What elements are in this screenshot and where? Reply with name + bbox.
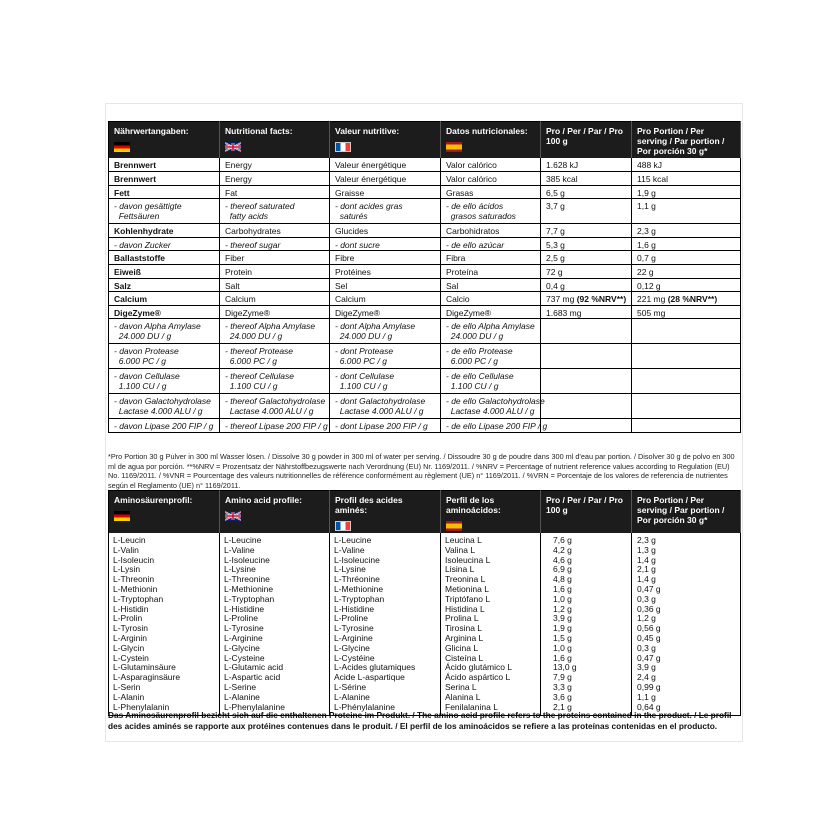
nutrition-row: [109, 319, 741, 344]
nutrition-cell: 115 kcal: [632, 172, 741, 186]
amino-cell: 6,9 g: [541, 565, 632, 575]
amino-acid-table: [108, 490, 741, 716]
nutrition-row: [109, 158, 741, 172]
nutrition-row: [109, 305, 741, 319]
nutrition-cell: [541, 319, 632, 344]
amino-cell: L-Tyrosine: [330, 624, 441, 634]
nutrition-cell: - thereof Cellulase 1.100 CU / g: [220, 369, 330, 394]
amino-cell: 13,0 g: [541, 663, 632, 673]
amino-cell: 1,6 g: [541, 654, 632, 664]
amino-cell: L-Aspartic acid: [220, 673, 330, 683]
amino-cell: L-Glycine: [220, 644, 330, 654]
amino-cell: 1,9 g: [541, 624, 632, 634]
nutrition-header-label: Nutritional facts:: [225, 126, 293, 136]
nutrition-row: [109, 251, 741, 265]
nutrition-cell: - davon Lipase 200 FIP / g: [109, 419, 220, 433]
nutrition-cell: 2,5 g: [541, 251, 632, 265]
nutrition-cell: Glucides: [330, 224, 441, 238]
nutrition-cell: Carbohidratos: [441, 224, 541, 238]
nutrition-cell: - davon Cellulase 1.100 CU / g: [109, 369, 220, 394]
nutrition-cell: Sel: [330, 278, 441, 292]
nutrition-header-label: Nährwertangaben:: [114, 126, 189, 136]
nutrition-cell: - thereof saturated fatty acids: [220, 199, 330, 224]
amino-profile-note: Das Aminosäurenprofil bezieht sich auf die enthaltenen Proteine im Produkt. / The amino acid profile refers to the proteins contained in the product. / Le profil des acides aminés se rapporte aux protéines contenues dans le produit. / El perfil de los aminoácidos se refiere a las proteínas contenidas en el producto.: [108, 710, 732, 731]
nutrition-cell: Proteína: [441, 265, 541, 279]
nutrition-cell: Ballaststoffe: [109, 251, 220, 265]
amino-cell: 2,1 g: [541, 703, 632, 716]
amino-cell: L-Asparaginsäure: [109, 673, 220, 683]
nutrition-row: [109, 224, 741, 238]
nutrition-cell: - thereof sugar: [220, 237, 330, 251]
nutrition-row: [109, 278, 741, 292]
nutrition-row: [109, 369, 741, 394]
amino-cell: L-Serine: [220, 683, 330, 693]
amino-cell: 1,5 g: [541, 634, 632, 644]
nutrition-table: [108, 121, 741, 433]
amino-cell: L-Glycin: [109, 644, 220, 654]
amino-cell: Ácido aspártico L: [441, 673, 541, 683]
nutrition-cell: [541, 344, 632, 369]
amino-cell: L-Proline: [220, 614, 330, 624]
nutrition-cell: 1,1 g: [632, 199, 741, 224]
nutrition-header-label: Valeur nutritive:: [335, 126, 400, 136]
nutrition-header-cell: [541, 122, 632, 159]
amino-cell: 3,6 g: [541, 693, 632, 703]
amino-cell: L-Cysteine: [220, 654, 330, 664]
nutrition-cell: Carbohydrates: [220, 224, 330, 238]
nutrition-row: [109, 344, 741, 369]
amino-cell: L-Valin: [109, 546, 220, 556]
amino-cell: 3,9 g: [541, 614, 632, 624]
amino-cell: L-Tryptophan: [109, 595, 220, 605]
nutrition-cell: - thereof Protease 6.000 PC / g: [220, 344, 330, 369]
amino-cell: L-Leucine: [330, 533, 441, 546]
nutrition-cell: - dont Alpha Amylase 24.000 DU / g: [330, 319, 441, 344]
nutrition-cell: Valor calórico: [441, 158, 541, 172]
footnote: *Pro Portion 30 g Pulver in 300 ml Wasser lösen. / Dissolve 30 g powder in 300 ml of water per serving. / Dissoudre 30 g de poudre dans 300 ml d'eau par portion. / Disolver 30 g de polvo en 300 ml de agua por porción. **%NRV = Prozentsatz der Nährstoffbezugswerte nach Verordnung (EU) Nr. 1169/2011. / %NRV = Percentage of nutrient reference values according to Regulation (EU) No. 1169/2011. / %VNR = Pourcentage des valeurs nutritionnelles de référence conformément au règlement (UE) n° 1169/2011. / %VRN = Porcentaje de los valores de referencia de nutrientes según el Reglamento (UE) n° 1169/2011.: [108, 452, 735, 490]
amino-cell: 4,2 g: [541, 546, 632, 556]
nutrition-cell: Valeur énergétique: [330, 158, 441, 172]
nutrition-row: [109, 394, 741, 419]
nutrition-cell: 7,7 g: [541, 224, 632, 238]
nutrition-cell: Fibre: [330, 251, 441, 265]
nutrition-cell: - thereof Lipase 200 FIP / g: [220, 419, 330, 433]
nutrition-cell: - thereof Alpha Amylase 24.000 DU / g: [220, 319, 330, 344]
amino-cell: 1,2 g: [632, 614, 741, 624]
amino-cell: Tirosina L: [441, 624, 541, 634]
amino-cell: L-Alanine: [220, 693, 330, 703]
amino-header-cell: [109, 491, 220, 534]
amino-cell: 7,6 g: [541, 533, 632, 546]
amino-cell: Histidina L: [441, 605, 541, 615]
nutrition-cell: - de ello Alpha Amylase 24.000 DU / g: [441, 319, 541, 344]
amino-cell: 2,4 g: [632, 673, 741, 683]
amino-cell: L-Phenylalanin: [109, 703, 220, 716]
amino-cell: 3,3 g: [541, 683, 632, 693]
amino-cell: 1,0 g: [541, 644, 632, 654]
nutrition-cell: 737 mg (92 %NRV**): [541, 292, 632, 306]
nutrition-header-label: Datos nutricionales:: [446, 126, 528, 136]
amino-cell: 1,1 g: [632, 693, 741, 703]
nutrition-cell: Brennwert: [109, 172, 220, 186]
amino-cell: 3,9 g: [632, 663, 741, 673]
amino-cell: L-Histidine: [330, 605, 441, 615]
nutrition-cell: Graisse: [330, 185, 441, 199]
nutrition-cell: Fat: [220, 185, 330, 199]
amino-cell: L-Isoleucin: [109, 556, 220, 566]
amino-header-cell: [330, 491, 441, 534]
amino-cell: 1,6 g: [541, 585, 632, 595]
amino-cell: Treonina L: [441, 575, 541, 585]
amino-cell: L-Lysine: [220, 565, 330, 575]
nutrition-cell: DigeZyme®: [220, 305, 330, 319]
amino-header: [109, 491, 741, 534]
amino-cell: 1,3 g: [632, 546, 741, 556]
nutrition-cell: 1.683 mg: [541, 305, 632, 319]
amino-cell: L-Arginine: [330, 634, 441, 644]
nutrition-body: [109, 158, 741, 433]
amino-cell: L-Arginine: [220, 634, 330, 644]
nutrition-cell: 0,12 g: [632, 278, 741, 292]
nutrition-cell: DigeZyme®: [109, 305, 220, 319]
amino-cell: L-Lysin: [109, 565, 220, 575]
amino-cell: L-Phenylalanine: [220, 703, 330, 716]
amino-header-cell: [220, 491, 330, 534]
nutrition-row: [109, 237, 741, 251]
nutrition-cell: Fiber: [220, 251, 330, 265]
nutrition-cell: Protéines: [330, 265, 441, 279]
nutrition-cell: Salz: [109, 278, 220, 292]
amino-cell: L-Valine: [330, 546, 441, 556]
nutrition-cell: Fett: [109, 185, 220, 199]
amino-cell: L-Methionine: [330, 585, 441, 595]
nutrition-cell: [632, 419, 741, 433]
amino-cell: L-Alanin: [109, 693, 220, 703]
nutrition-cell: - dont Protease 6.000 PC / g: [330, 344, 441, 369]
amino-cell: Valina L: [441, 546, 541, 556]
amino-cell: L-Tyrosin: [109, 624, 220, 634]
nutrition-cell: 1,9 g: [632, 185, 741, 199]
nutrition-cell: DigeZyme®: [441, 305, 541, 319]
nutrition-cell: Energy: [220, 172, 330, 186]
nutrition-cell: 1,6 g: [632, 237, 741, 251]
nutrition-cell: 72 g: [541, 265, 632, 279]
nutrition-cell: Calcium: [109, 292, 220, 306]
amino-cell: L-Prolin: [109, 614, 220, 624]
amino-cell: L-Valine: [220, 546, 330, 556]
amino-cell: L-Serin: [109, 683, 220, 693]
amino-cell: L-Glutamic acid: [220, 663, 330, 673]
nutrition-cell: Salt: [220, 278, 330, 292]
amino-cell: Arginina L: [441, 634, 541, 644]
flag-fr-icon: [335, 521, 351, 531]
nutrition-cell: 221 mg (28 %NRV**): [632, 292, 741, 306]
nutrition-cell: Calcium: [220, 292, 330, 306]
nutrition-row: [109, 265, 741, 279]
amino-cell: Fenilalanina L: [441, 703, 541, 716]
nutrition-cell: Calcio: [441, 292, 541, 306]
nutrition-cell: Eiweiß: [109, 265, 220, 279]
amino-cell: 0,99 g: [632, 683, 741, 693]
nutrition-cell: - davon gesättigte Fettsäuren: [109, 199, 220, 224]
nutrition-cell: - dont sucre: [330, 237, 441, 251]
amino-cell: L-Tryptophan: [220, 595, 330, 605]
amino-cell: 7,9 g: [541, 673, 632, 683]
flag-de-icon: [114, 511, 130, 521]
nutrition-cell: - de ello Lipase 200 FIP / g: [441, 419, 541, 433]
nutrition-cell: [632, 344, 741, 369]
amino-cell: L-Cystein: [109, 654, 220, 664]
amino-cell: L-Sérine: [330, 683, 441, 693]
nutrition-cell: 22 g: [632, 265, 741, 279]
nutrition-cell: [632, 369, 741, 394]
amino-cell: L-Isoleucine: [220, 556, 330, 566]
amino-header-label: Pro Portion / Per serving / Par portion / Por porción 30 g*: [637, 495, 725, 525]
amino-cell: L-Threonin: [109, 575, 220, 585]
nutrition-cell: [541, 394, 632, 419]
amino-header-cell: [632, 491, 741, 534]
nutrition-cell: Energy: [220, 158, 330, 172]
nutrition-cell: 505 mg: [632, 305, 741, 319]
amino-cell: 0,3 g: [632, 595, 741, 605]
amino-header-label: Perfil de los aminoácidos:: [446, 495, 501, 515]
nutrition-cell: Grasas: [441, 185, 541, 199]
amino-cell: L-Leucine: [220, 533, 330, 546]
nutrition-cell: - de ello Cellulase 1.100 CU / g: [441, 369, 541, 394]
amino-cell: L-Acides glutamiques: [330, 663, 441, 673]
amino-header-label: Pro / Per / Par / Pro 100 g: [546, 495, 624, 515]
amino-cell: 0,47 g: [632, 654, 741, 664]
amino-cell: L-Proline: [330, 614, 441, 624]
nutrition-cell: - dont Lipase 200 FIP / g: [330, 419, 441, 433]
amino-cell: 1,0 g: [541, 595, 632, 605]
amino-cell: 0,64 g: [632, 703, 741, 716]
nutrition-cell: Protein: [220, 265, 330, 279]
nutrition-cell: 0,4 g: [541, 278, 632, 292]
amino-cell: L-Tryptophan: [330, 595, 441, 605]
nutrition-row: [109, 292, 741, 306]
amino-cell: 4,8 g: [541, 575, 632, 585]
amino-cell: Metionina L: [441, 585, 541, 595]
amino-cell: L-Threonine: [220, 575, 330, 585]
amino-cell: 2,3 g: [632, 533, 741, 546]
flag-gb-icon: [225, 142, 241, 152]
amino-cell: L-Lysine: [330, 565, 441, 575]
amino-cell: L-Arginin: [109, 634, 220, 644]
amino-cell: 2,1 g: [632, 565, 741, 575]
nutrition-cell: - davon Galactohydrolase Lactase 4.000 ALU / g: [109, 394, 220, 419]
nutrition-cell: - de ello ácidos grasos saturados: [441, 199, 541, 224]
nutrition-cell: Valor calórico: [441, 172, 541, 186]
nutrition-cell: 5,3 g: [541, 237, 632, 251]
nutrition-cell: [632, 394, 741, 419]
amino-header-label: Profil des acides aminés:: [335, 495, 403, 515]
nutrition-cell: 385 kcal: [541, 172, 632, 186]
amino-cell: 0,56 g: [632, 624, 741, 634]
nutrition-cell: Calcium: [330, 292, 441, 306]
nutrition-cell: - davon Protease 6.000 PC / g: [109, 344, 220, 369]
amino-cell: L-Thréonine: [330, 575, 441, 585]
nutrition-cell: DigeZyme®: [330, 305, 441, 319]
amino-header-cell: [441, 491, 541, 534]
nutrition-header-label: Pro / Per / Par / Pro 100 g: [546, 126, 624, 146]
amino-cell: Lisina L: [441, 565, 541, 575]
nutrition-cell: Fibra: [441, 251, 541, 265]
amino-cell: Cisteína L: [441, 654, 541, 664]
nutrition-header-label: Pro Portion / Per serving / Par portion / Por porción 30 g*: [637, 126, 725, 156]
flag-de-icon: [114, 142, 130, 152]
nutrition-cell: - dont acides gras saturés: [330, 199, 441, 224]
nutrition-header-cell: [109, 122, 220, 159]
amino-cell: Prolina L: [441, 614, 541, 624]
nutrition-row: [109, 185, 741, 199]
amino-cell: L-Glutaminsäure: [109, 663, 220, 673]
amino-cell: L-Isoleucine: [330, 556, 441, 566]
nutrition-cell: - davon Alpha Amylase 24.000 DU / g: [109, 319, 220, 344]
nutrition-row: [109, 172, 741, 186]
amino-cell: L-Leucin: [109, 533, 220, 546]
nutrition-header: [109, 122, 741, 159]
amino-cell: 1,4 g: [632, 556, 741, 566]
amino-cell: Acide L-aspartique: [330, 673, 441, 683]
amino-cell: L-Histidine: [220, 605, 330, 615]
nutrition-row: [109, 199, 741, 224]
nutrition-cell: 3,7 g: [541, 199, 632, 224]
nutrition-row: [109, 419, 741, 433]
amino-cell: Ácido glutámico L: [441, 663, 541, 673]
nutrition-cell: Sal: [441, 278, 541, 292]
nutrition-cell: - davon Zucker: [109, 237, 220, 251]
amino-cell: 0,47 g: [632, 585, 741, 595]
amino-body: [109, 533, 741, 716]
nutrition-cell: - dont Cellulase 1.100 CU / g: [330, 369, 441, 394]
nutrition-header-cell: [330, 122, 441, 159]
nutrition-cell: 6,5 g: [541, 185, 632, 199]
amino-header-label: Amino acid profile:: [225, 495, 302, 505]
amino-cell: 0,36 g: [632, 605, 741, 615]
nutrition-cell: Valeur énergétique: [330, 172, 441, 186]
amino-cell: L-Glycine: [330, 644, 441, 654]
nutrition-cell: - dont Galactohydrolase Lactase 4.000 ALU / g: [330, 394, 441, 419]
amino-cell: 1,4 g: [632, 575, 741, 585]
nutrition-cell: [541, 419, 632, 433]
amino-cell: L-Alanine: [330, 693, 441, 703]
amino-cell: 4,6 g: [541, 556, 632, 566]
nutrition-cell: Brennwert: [109, 158, 220, 172]
nutrition-cell: 2,3 g: [632, 224, 741, 238]
nutrition-cell: - thereof Galactohydrolase Lactase 4.000 ALU / g: [220, 394, 330, 419]
nutrition-cell: [541, 369, 632, 394]
amino-cell: Alanina L: [441, 693, 541, 703]
amino-cell: Glicina L: [441, 644, 541, 654]
amino-cell: L-Cystéine: [330, 654, 441, 664]
nutrition-cell: [632, 319, 741, 344]
amino-cell: L-Methionin: [109, 585, 220, 595]
nutrition-cell: 1.628 kJ: [541, 158, 632, 172]
flag-es-icon: [446, 521, 462, 531]
nutrition-cell: Kohlenhydrate: [109, 224, 220, 238]
nutrition-cell: - de ello Galactohydrolase Lactase 4.000 ALU / g: [441, 394, 541, 419]
amino-cell: 1,2 g: [541, 605, 632, 615]
amino-cell: L-Methionine: [220, 585, 330, 595]
amino-header-cell: [541, 491, 632, 534]
amino-cell: Isoleucina L: [441, 556, 541, 566]
nutrition-header-cell: [220, 122, 330, 159]
amino-cell: Leucina L: [441, 533, 541, 546]
amino-header-label: Aminosäurenprofil:: [114, 495, 193, 505]
nutrition-header-cell: [441, 122, 541, 159]
flag-fr-icon: [335, 142, 351, 152]
nutrition-cell: - de ello Protease 6.000 PC / g: [441, 344, 541, 369]
amino-cell: Triptófano L: [441, 595, 541, 605]
amino-cell: 0,45 g: [632, 634, 741, 644]
nutrition-cell: 488 kJ: [632, 158, 741, 172]
nutrition-header-cell: [632, 122, 741, 159]
amino-cell: Serina L: [441, 683, 541, 693]
nutrition-cell: 0,7 g: [632, 251, 741, 265]
nutrition-cell: - de ello azúcar: [441, 237, 541, 251]
amino-cell: L-Phénylalanine: [330, 703, 441, 716]
flag-es-icon: [446, 142, 462, 152]
amino-cell: L-Tyrosine: [220, 624, 330, 634]
amino-cell: 0,3 g: [632, 644, 741, 654]
amino-cell: L-Histidin: [109, 605, 220, 615]
amino-row: [109, 533, 741, 546]
flag-gb-icon: [225, 511, 241, 521]
